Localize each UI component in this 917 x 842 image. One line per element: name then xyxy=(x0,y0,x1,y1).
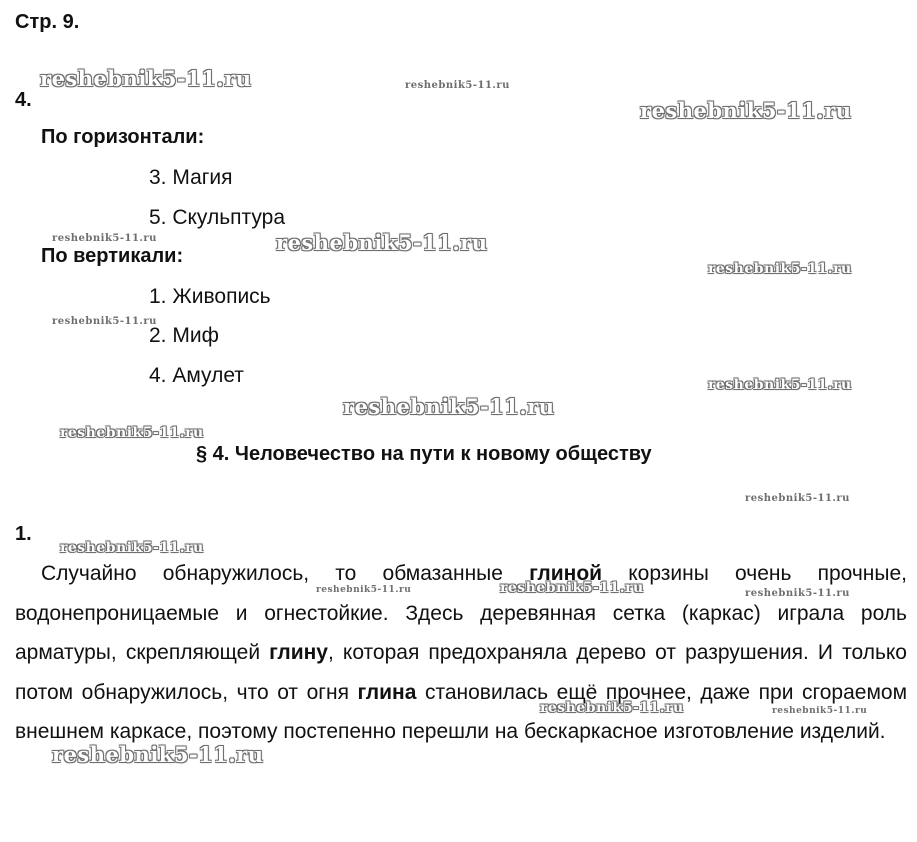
horizontal-heading: По горизонтали: xyxy=(41,126,205,148)
list-item: 3. Магия xyxy=(149,166,233,189)
watermark: reshebnik5-11.ru xyxy=(52,316,157,327)
vertical-heading: По вертикали: xyxy=(41,245,184,267)
text-segment: становилась ещё прочнее, даже при сгораемом внешнем каркасе, поэтому постепенно перешли на бескаркасное изготовление изделий. xyxy=(15,680,908,743)
watermark: reshebnik5-11.ru xyxy=(745,493,850,504)
watermark: reshebnik5-11.ru xyxy=(60,540,204,556)
watermark: reshebnik5-11.ru xyxy=(40,66,252,91)
watermark: reshebnik5-11.ru xyxy=(708,261,852,277)
answer-paragraph xyxy=(15,554,907,752)
watermark: reshebnik5-11.ru xyxy=(52,233,157,244)
watermark: reshebnik5-11.ru xyxy=(405,80,510,91)
text-segment: , которая предохраняла дерево от разрушения. И только потом обнаружилось, что от огня xyxy=(15,641,907,704)
list-item: 1. Живопись xyxy=(149,285,271,308)
text-segment: Случайно обнаружилось, то обмазанные xyxy=(41,562,530,585)
emphasis-term: глина xyxy=(357,680,417,704)
watermark: reshebnik5-11.ru xyxy=(640,98,852,123)
watermark: reshebnik5-11.ru xyxy=(708,377,852,393)
list-item: 5. Скульптура xyxy=(149,206,286,229)
task-number: 4. xyxy=(15,89,32,111)
task-number: 1. xyxy=(15,523,32,545)
watermark: reshebnik5-11.ru xyxy=(276,230,488,255)
watermark: reshebnik5-11.ru xyxy=(745,588,850,599)
watermark: reshebnik5-11.ru xyxy=(60,425,204,441)
watermark: reshebnik5-11.ru xyxy=(500,580,644,596)
list-item: 4. Амулет xyxy=(149,364,244,387)
watermark: reshebnik5-11.ru xyxy=(343,394,555,419)
watermark: reshebnik5-11.ru xyxy=(52,742,264,767)
emphasis-term: глиной xyxy=(529,562,603,585)
watermark: reshebnik5-11.ru xyxy=(772,706,868,716)
watermark: reshebnik5-11.ru xyxy=(316,585,412,595)
list-item: 2. Миф xyxy=(149,324,219,347)
watermark: reshebnik5-11.ru xyxy=(540,700,684,716)
text-segment: корзины очень прочные, водонепроницаемые и огнестойкие. Здесь деревянная сетка (каркас) играла роль арматуры, скрепляющей xyxy=(15,562,908,664)
page-label: Стр. 9. xyxy=(15,11,80,33)
emphasis-term: глину xyxy=(269,641,328,664)
section-title: § 4. Человечество на пути к новому обществу xyxy=(196,443,652,465)
